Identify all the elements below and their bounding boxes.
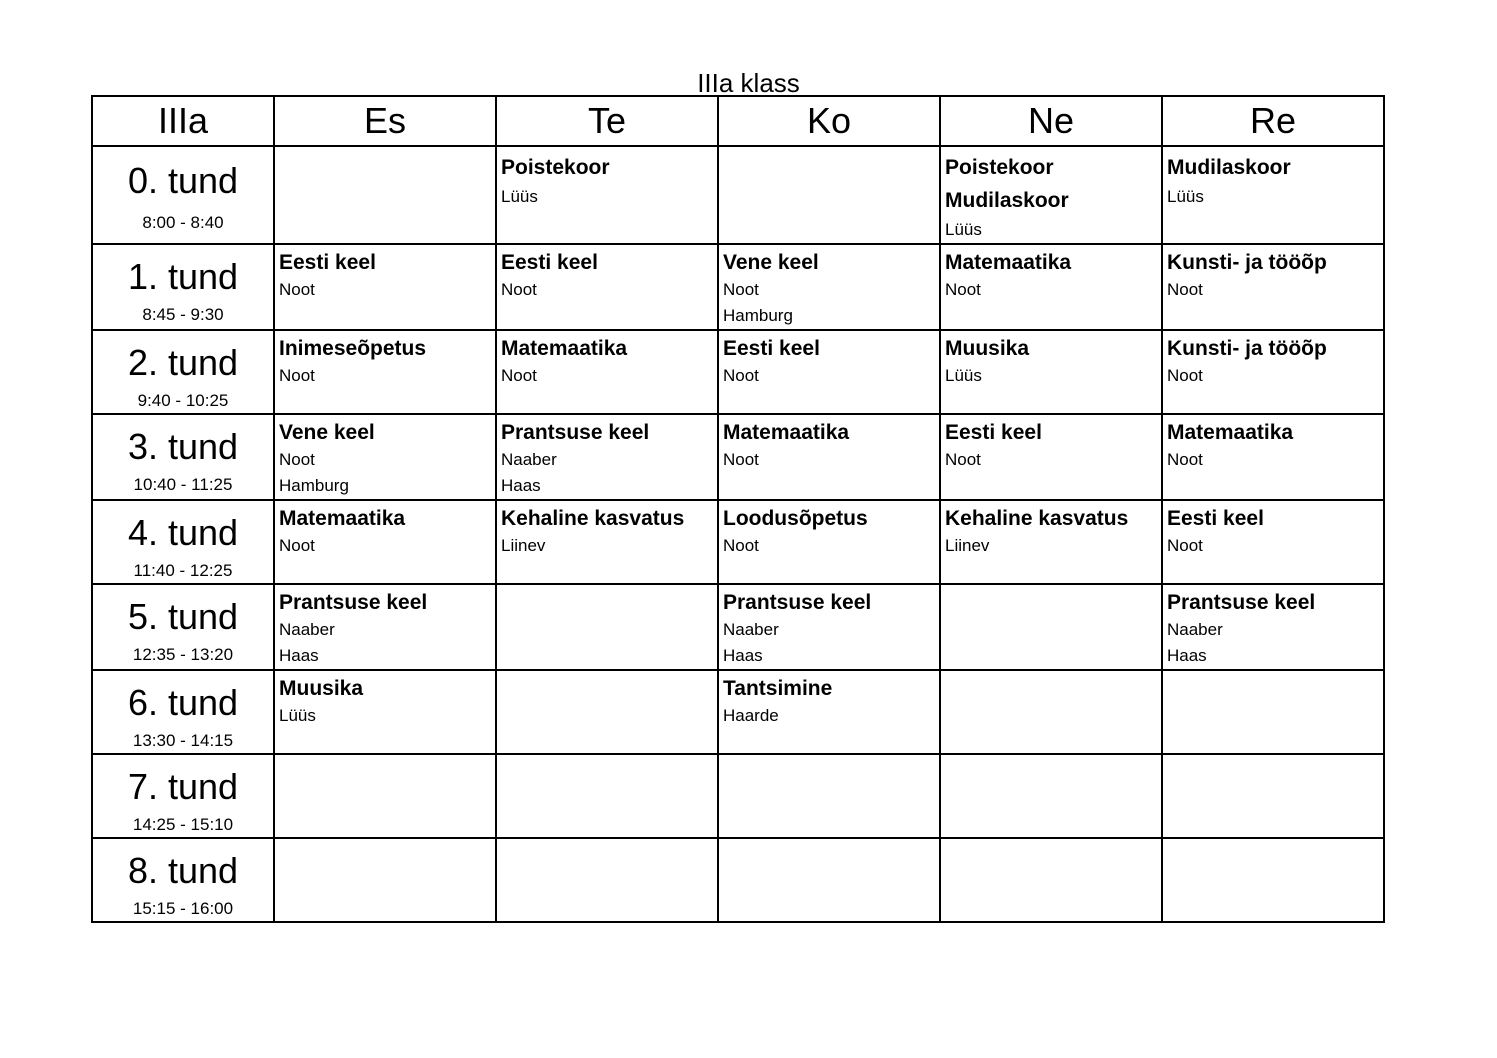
lesson-cell-es: [274, 500, 496, 584]
day-header-es: Es: [274, 96, 496, 146]
period-name: 4. tund: [127, 512, 239, 553]
subject-name: Prantsuse keel: [501, 421, 650, 444]
lesson-cell-te: [496, 244, 718, 330]
subject-name: Eesti keel: [1167, 507, 1264, 530]
teacher-name: Naaber: [723, 620, 779, 639]
subject-name: Eesti keel: [501, 251, 598, 274]
period-cell: [92, 330, 274, 414]
lesson-cell-es: [274, 838, 496, 922]
teacher-name: Lüüs: [1167, 187, 1204, 206]
subject-name: Mudilaskoor: [1167, 156, 1291, 179]
subject-name: Prantsuse keel: [723, 591, 872, 614]
subject-name: Matemaatika: [723, 421, 850, 444]
teacher-name: Lüüs: [945, 366, 982, 385]
teacher-name: Lüüs: [501, 187, 538, 206]
day-header-te: Te: [496, 96, 718, 146]
subject-name: Loodusõpetus: [723, 507, 868, 530]
lesson-cell-re: [1162, 500, 1384, 584]
teacher-name: Hamburg: [723, 306, 793, 325]
period-row: [92, 414, 1384, 500]
teacher-name: Naaber: [1167, 620, 1223, 639]
period-name: 0. tund: [127, 160, 239, 201]
lesson-cell-es: [274, 146, 496, 244]
lesson-cell-ne: [940, 330, 1162, 414]
subject-name: Vene keel: [279, 421, 375, 444]
period-name: 3. tund: [127, 426, 239, 467]
teacher-name: Lüüs: [279, 706, 316, 725]
lesson-cell-te: [496, 754, 718, 838]
teacher-name: Noot: [945, 450, 981, 469]
lesson-cell-te: [496, 838, 718, 922]
period-row: [92, 584, 1384, 670]
lesson-cell-es: [274, 584, 496, 670]
period-time: 12:35 - 13:20: [132, 645, 234, 664]
period-name: 1. tund: [127, 256, 239, 297]
teacher-name: Noot: [279, 280, 315, 299]
lesson-cell-te: [496, 500, 718, 584]
class-header: IIIa: [92, 96, 274, 146]
lesson-cell-ko: [718, 670, 940, 754]
subject-name: Poistekoor: [945, 156, 1054, 179]
subject-name: Matemaatika: [279, 507, 406, 530]
lesson-cell-es: [274, 754, 496, 838]
subject-name: Eesti keel: [945, 421, 1042, 444]
day-header-ne: Ne: [940, 96, 1162, 146]
timetable: [91, 95, 1385, 923]
period-cell: [92, 146, 274, 244]
teacher-name: Noot: [723, 536, 759, 555]
subject-name: Matemaatika: [945, 251, 1072, 274]
lesson-cell-ko: [718, 754, 940, 838]
lesson-cell-ko: [718, 584, 940, 670]
subject-name: Muusika: [945, 337, 1030, 360]
period-row: [92, 500, 1384, 584]
period-row: [92, 670, 1384, 754]
teacher-name: Noot: [1167, 280, 1203, 299]
teacher-name: Noot: [1167, 536, 1203, 555]
teacher-name: Naaber: [279, 620, 335, 639]
lesson-cell-te: [496, 414, 718, 500]
period-cell: [92, 414, 274, 500]
lesson-cell-ne: [940, 146, 1162, 244]
lesson-cell-ne: [940, 244, 1162, 330]
period-time: 8:45 - 9:30: [142, 305, 224, 324]
lesson-cell-ne: [940, 584, 1162, 670]
subject-name: Muusika: [279, 677, 364, 700]
teacher-name: Liinev: [945, 536, 990, 555]
period-row: [92, 244, 1384, 330]
lesson-cell-ko: [718, 838, 940, 922]
subject-name: Kunsti- ja tööõp: [1167, 251, 1327, 274]
lesson-cell-re: [1162, 670, 1384, 754]
subject-name: Prantsuse keel: [279, 591, 428, 614]
period-time: 8:00 - 8:40: [142, 213, 224, 232]
subject-name: Vene keel: [723, 251, 819, 274]
subject-name: Eesti keel: [279, 251, 376, 274]
subject-name: Matemaatika: [1167, 421, 1294, 444]
period-name: 2. tund: [127, 342, 239, 383]
period-time: 11:40 - 12:25: [133, 561, 233, 580]
lesson-cell-re: [1162, 330, 1384, 414]
lesson-cell-ne: [940, 838, 1162, 922]
teacher-name: Haas: [723, 646, 763, 665]
subject-name: Mudilaskoor: [945, 189, 1069, 212]
period-name: 8. tund: [127, 850, 239, 891]
teacher-name: Noot: [723, 280, 759, 299]
lesson-cell-ko: [718, 500, 940, 584]
period-row: [92, 754, 1384, 838]
subject-name: Prantsuse keel: [1167, 591, 1316, 614]
period-time: 10:40 - 11:25: [133, 475, 233, 494]
lesson-cell-re: [1162, 584, 1384, 670]
subject-name: Poistekoor: [501, 156, 610, 179]
lesson-cell-re: [1162, 244, 1384, 330]
period-cell: [92, 244, 274, 330]
period-cell: [92, 584, 274, 670]
lesson-cell-ne: [940, 670, 1162, 754]
lesson-cell-te: [496, 584, 718, 670]
subject-name: Kehaline kasvatus: [945, 507, 1129, 530]
period-cell: [92, 500, 274, 584]
teacher-name: Lüüs: [945, 220, 982, 239]
teacher-name: Noot: [501, 280, 537, 299]
lesson-cell-re: [1162, 414, 1384, 500]
teacher-name: Noot: [723, 450, 759, 469]
subject-name: Inimeseõpetus: [279, 337, 427, 360]
period-time: 15:15 - 16:00: [132, 899, 234, 918]
teacher-name: Noot: [501, 366, 537, 385]
day-header-re: Re: [1162, 96, 1384, 146]
day-header-ko: Ko: [718, 96, 940, 146]
lesson-cell-es: [274, 330, 496, 414]
header-row: [92, 96, 1384, 146]
lesson-cell-re: [1162, 146, 1384, 244]
lesson-cell-ne: [940, 500, 1162, 584]
teacher-name: Haarde: [723, 706, 779, 725]
subject-name: Tantsimine: [723, 677, 833, 700]
lesson-cell-ne: [940, 754, 1162, 838]
lesson-cell-es: [274, 244, 496, 330]
lesson-cell-ne: [940, 414, 1162, 500]
lesson-cell-re: [1162, 838, 1384, 922]
period-name: 7. tund: [127, 766, 239, 807]
teacher-name: Haas: [501, 476, 541, 495]
lesson-cell-es: [274, 414, 496, 500]
teacher-name: Noot: [279, 450, 315, 469]
lesson-cell-re: [1162, 754, 1384, 838]
teacher-name: Haas: [279, 646, 319, 665]
teacher-name: Noot: [945, 280, 981, 299]
period-cell: [92, 754, 274, 838]
teacher-name: Haas: [1167, 646, 1207, 665]
teacher-name: Noot: [279, 536, 315, 555]
period-cell: [92, 838, 274, 922]
subject-name: Kunsti- ja tööõp: [1167, 337, 1327, 360]
period-name: 6. tund: [127, 682, 239, 723]
period-time: 13:30 - 14:15: [132, 731, 234, 750]
period-cell: [92, 670, 274, 754]
teacher-name: Noot: [1167, 450, 1203, 469]
teacher-name: Noot: [1167, 366, 1203, 385]
teacher-name: Hamburg: [279, 476, 349, 495]
subject-name: Matemaatika: [501, 337, 628, 360]
lesson-cell-ko: [718, 244, 940, 330]
period-row: [92, 330, 1384, 414]
teacher-name: Naaber: [501, 450, 557, 469]
lesson-cell-te: [496, 330, 718, 414]
subject-name: Eesti keel: [723, 337, 820, 360]
lesson-cell-te: [496, 146, 718, 244]
teacher-name: Liinev: [501, 536, 546, 555]
lesson-cell-es: [274, 670, 496, 754]
lesson-cell-te: [496, 670, 718, 754]
lesson-cell-ko: [718, 146, 940, 244]
period-row: [92, 146, 1384, 244]
teacher-name: Noot: [279, 366, 315, 385]
lesson-cell-ko: [718, 414, 940, 500]
period-time: 14:25 - 15:10: [132, 815, 234, 834]
period-name: 5. tund: [127, 596, 239, 637]
teacher-name: Noot: [723, 366, 759, 385]
period-time: 9:40 - 10:25: [137, 391, 229, 410]
subject-name: Kehaline kasvatus: [501, 507, 685, 530]
lesson-cell-ko: [718, 330, 940, 414]
page-title: IIIa klass: [697, 68, 800, 98]
period-row: [92, 838, 1384, 922]
